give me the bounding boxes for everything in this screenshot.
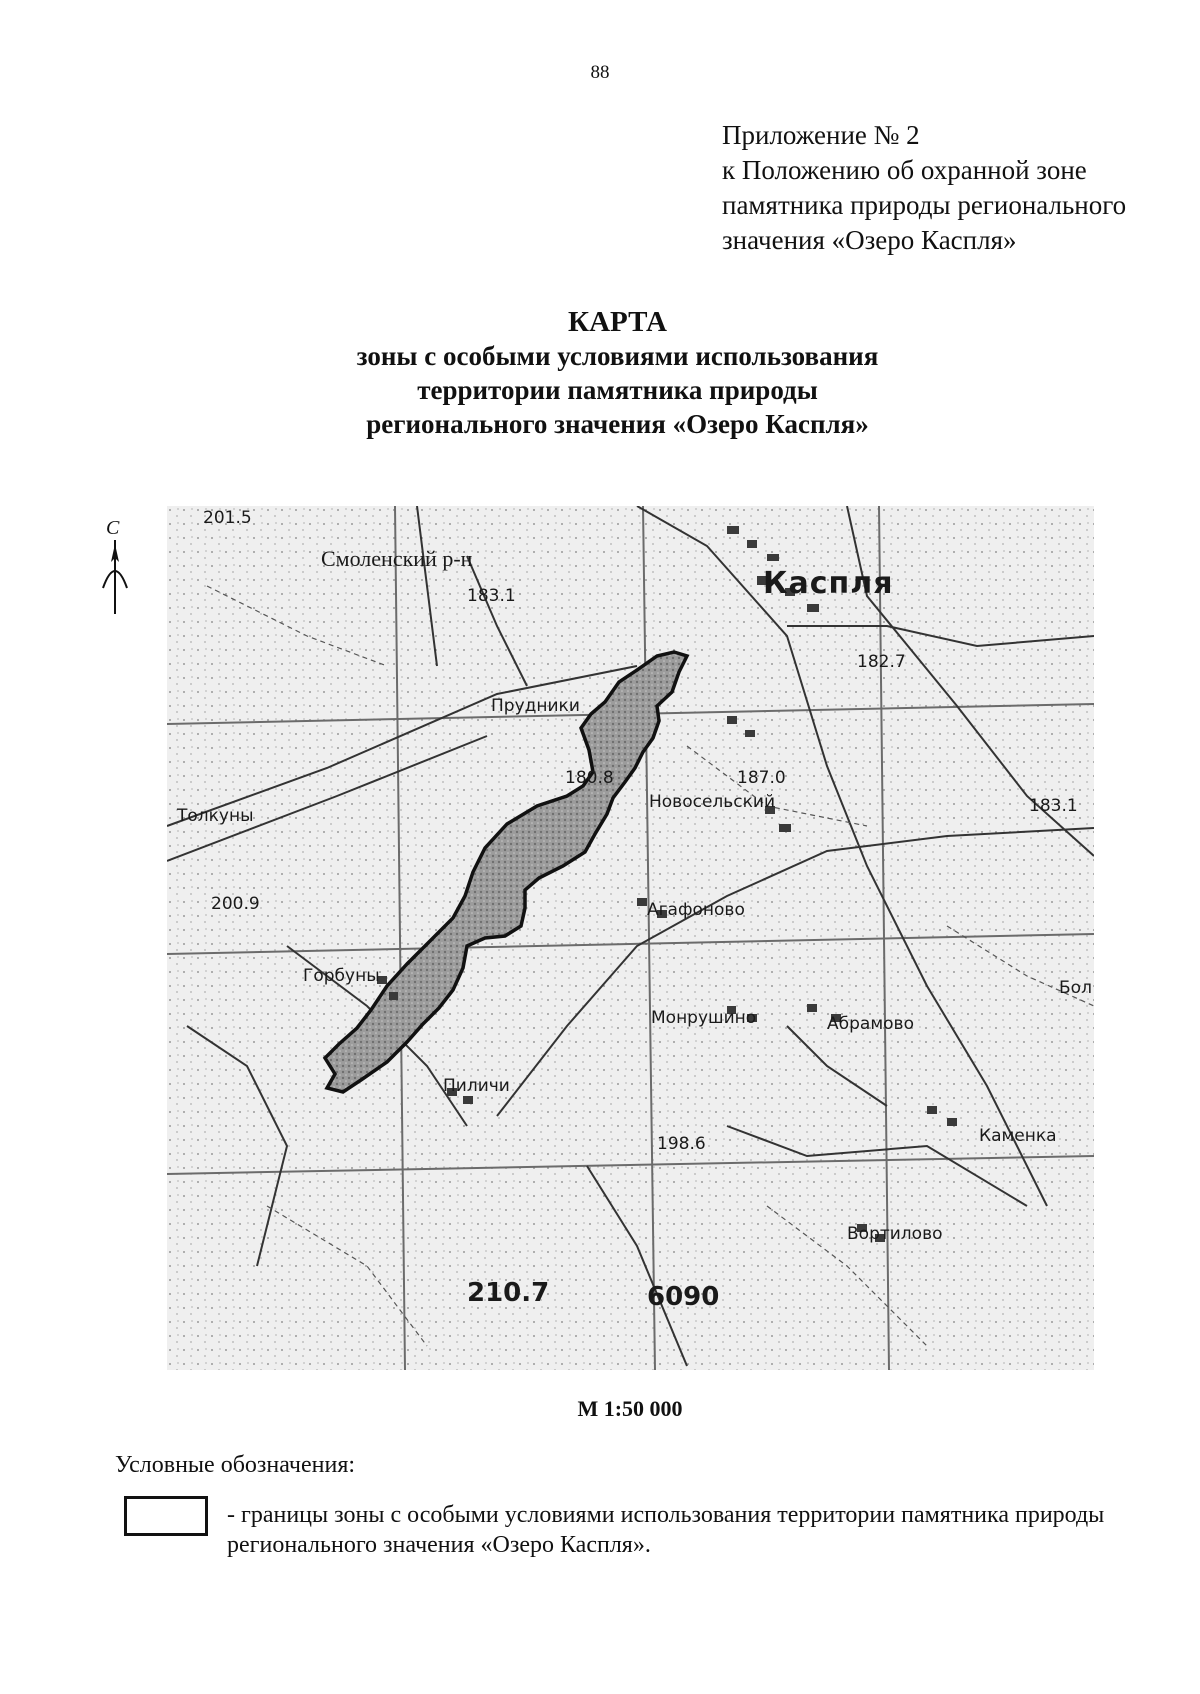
appendix-line-1: Приложение № 2	[722, 120, 920, 150]
height-label: 187.0	[737, 768, 786, 788]
district-label: Смоленский р-н	[321, 546, 473, 571]
map-scale: М 1:50 000	[577, 1396, 683, 1421]
title-line-4: регионального значения «Озеро Каспля»	[366, 409, 869, 439]
settlement-label-monrushino: Монрушино	[651, 1008, 757, 1028]
settlement-label-abramovo: Абрамово	[827, 1014, 914, 1034]
appendix-header	[722, 118, 1162, 258]
height-label: 198.6	[657, 1134, 706, 1154]
settlement-label-prudniki: Прудники	[491, 696, 580, 716]
appendix-line-2: к Положению об охранной зоне	[722, 155, 1087, 185]
height-label: 183.1	[1029, 796, 1078, 816]
settlement-label-novoselki: Новосельский	[649, 792, 776, 812]
height-label: 183.1	[467, 586, 516, 606]
height-label: 201.5	[203, 508, 252, 528]
map-canvas	[167, 506, 1094, 1370]
title-line-3: территории памятника природы	[417, 375, 818, 405]
map-title	[0, 305, 1200, 441]
height-label: 182.7	[857, 652, 906, 672]
title-line-2: зоны с особыми условиями использования	[356, 341, 879, 371]
grid-number-label: 6090	[647, 1282, 720, 1312]
north-arrow-icon	[97, 518, 133, 614]
height-label: 180.8	[565, 768, 614, 788]
settlement-label-kaspla: Каспля	[763, 566, 894, 601]
appendix-line-4: значения «Озеро Каспля»	[722, 225, 1017, 255]
settlement-label-bol: Бол	[1059, 978, 1092, 998]
legend-boundary-text: - границы зоны с особыми условиями использования территории памятника природы регионального значения «Озеро Каспля».	[227, 1502, 1105, 1558]
legend-boundary-symbol	[124, 1496, 208, 1536]
height-label: 200.9	[211, 894, 260, 914]
settlement-label-pilichi: Пиличи	[443, 1076, 510, 1096]
title-line-1: КАРТА	[568, 306, 667, 338]
settlement-label-agafonovo: Агафоново	[647, 900, 745, 920]
page-number: 88	[590, 62, 610, 83]
settlement-label-kamenka: Каменка	[979, 1126, 1057, 1146]
legend-title: Условные обозначения:	[115, 1452, 356, 1478]
settlement-label-vortilovo: Вортилово	[847, 1224, 943, 1244]
settlement-label-tolkuny: Толкуны	[177, 806, 254, 826]
topographic-map	[167, 506, 1094, 1370]
settlement-label-gorbuny: Горбуны	[303, 966, 380, 986]
north-letter: С	[106, 518, 120, 539]
appendix-line-3: памятника природы регионального	[722, 190, 1127, 220]
height-label: 210.7	[467, 1278, 550, 1308]
